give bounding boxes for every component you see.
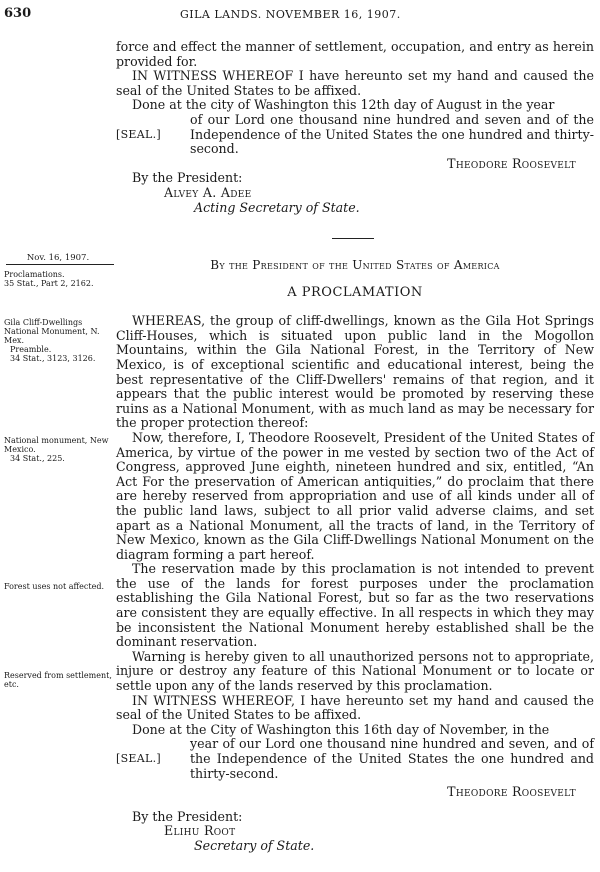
reservation-paragraph: The reservation made by this proclamation is not intended to prevent the use of the lands for forest purposes under the proclamation establishing the Gila National Forest, but so far as the two reservations are consistent they are equally effective. In all respects in which they may be inconsistent the National Monument hereby established shall be the dominant reservation.: [116, 561, 594, 650]
seal-mark: [SEAL.]: [116, 127, 161, 141]
margin-rule: [6, 264, 114, 265]
margin-gila-title: Gila Cliff-Dwellings National Monument, N. Mex.: [4, 318, 100, 345]
done-line-2: Done at the City of Washington this 16th day of November, in the: [132, 721, 550, 737]
now-therefore-paragraph: Now, therefore, I, Theodore Roosevelt, President of the United States of America, by virtue of the power in me vested by section two of the Act of Congress, approved June eighth, nineteen hundred and six, entitled, “An Act For the preservation of American antiquities,” do proclaim that there are hereby reserved from appropriation and use of all kinds under all of the public land laws, subject to all prior valid adverse claims, and set apart as a National Monument, all the tracts of land, in the Territory of New Mexico, known as the Gila Cliff-Dwellings National Monument on the diagram forming a part hereof.: [116, 429, 594, 562]
running-title: GILA LANDS. NOVEMBER 16, 1907.: [180, 8, 401, 21]
whereas-paragraph: WHEREAS, the group of cliff-dwellings, known as the Gila Hot Springs Cliff-Houses, which is situated upon public land in the Mogollon Mountains, within the Gila National Forest, in the Territory of New Mexico, is of exceptional scientific and educational interest, being the best representative of the Cliff-Dwellers' remains of that region, and it appears that the public interest would be promoted by reserving these ruins as a National Monument, with as much land as may be necessary for the proper protection thereof:: [116, 313, 594, 431]
margin-forest: Forest uses not affected.: [4, 582, 104, 591]
signature-2: Theodore Roosevelt: [447, 784, 576, 800]
margin-preamble: Preamble.: [10, 345, 52, 354]
witness-clause-1: IN WITNESS WHEREOF I have hereunto set my hand and caused the seal of the United States to be affixed.: [116, 68, 594, 98]
margin-preamble-ref: 34 Stat., 3123, 3126.: [10, 354, 96, 363]
section-divider: [332, 238, 374, 239]
done-rest-2: year of our Lord one thousand nine hundred and seven, and of the Independence of the United States the one hundred and thirty-second.: [190, 736, 594, 781]
done-line-1: Done at the city of Washington this 12th day of August in the year: [132, 97, 555, 113]
page-number: 630: [4, 6, 32, 21]
seal-block-2: [116, 737, 594, 781]
done-rest-1: of our Lord one thousand nine hundred and seven and of the Independence of the United States the one hundred and thirty-second.: [190, 111, 594, 157]
margin-monument-ref: 34 Stat., 225.: [10, 454, 65, 463]
margin-monument: [4, 436, 112, 463]
margin-reserved: Reserved from settlement, etc.: [4, 671, 112, 689]
proclamation: [116, 258, 594, 854]
margin-proclamations-ref: 35 Stat., Part 2, 2162.: [4, 279, 94, 288]
signer-2: Elihu Root: [164, 823, 236, 839]
warning-paragraph: Warning is hereby given to all unauthorized persons not to appropriate, injure or destroy any feature of this National Monument or to locate or settle upon any of the lands reserved by this proclamation.: [116, 648, 594, 694]
margin-date: Nov. 16, 1907.: [26, 253, 90, 263]
margin-monument-title: National monument, New Mexico.: [4, 436, 109, 454]
signer-1: Alvey A. Adee: [164, 184, 252, 200]
signature-1: Theodore Roosevelt: [447, 155, 576, 171]
signer-title-2: Secretary of State.: [194, 837, 315, 853]
margin-proclamations-title: Proclamations.: [4, 270, 65, 279]
continued-text: force and effect the manner of settlement, occupation, and entry as herein provided for.: [116, 39, 594, 69]
proclamation-heading: By the President of the United States of America: [210, 258, 500, 272]
previous-proclamation: [116, 40, 594, 215]
signer-title-1: Acting Secretary of State.: [194, 199, 360, 215]
by-president-1: By the President:: [132, 170, 243, 186]
seal-block-1: [116, 113, 594, 157]
proclamation-title: A PROCLAMATION: [287, 284, 423, 300]
by-president-2: By the President:: [132, 808, 243, 824]
margin-gila: [4, 318, 112, 363]
margin-proclamations: [4, 270, 112, 288]
witness-clause-2: IN WITNESS WHEREOF, I have hereunto set my hand and caused the seal of the United States to be affixed.: [116, 692, 594, 723]
seal-mark-2: [SEAL.]: [116, 752, 161, 765]
